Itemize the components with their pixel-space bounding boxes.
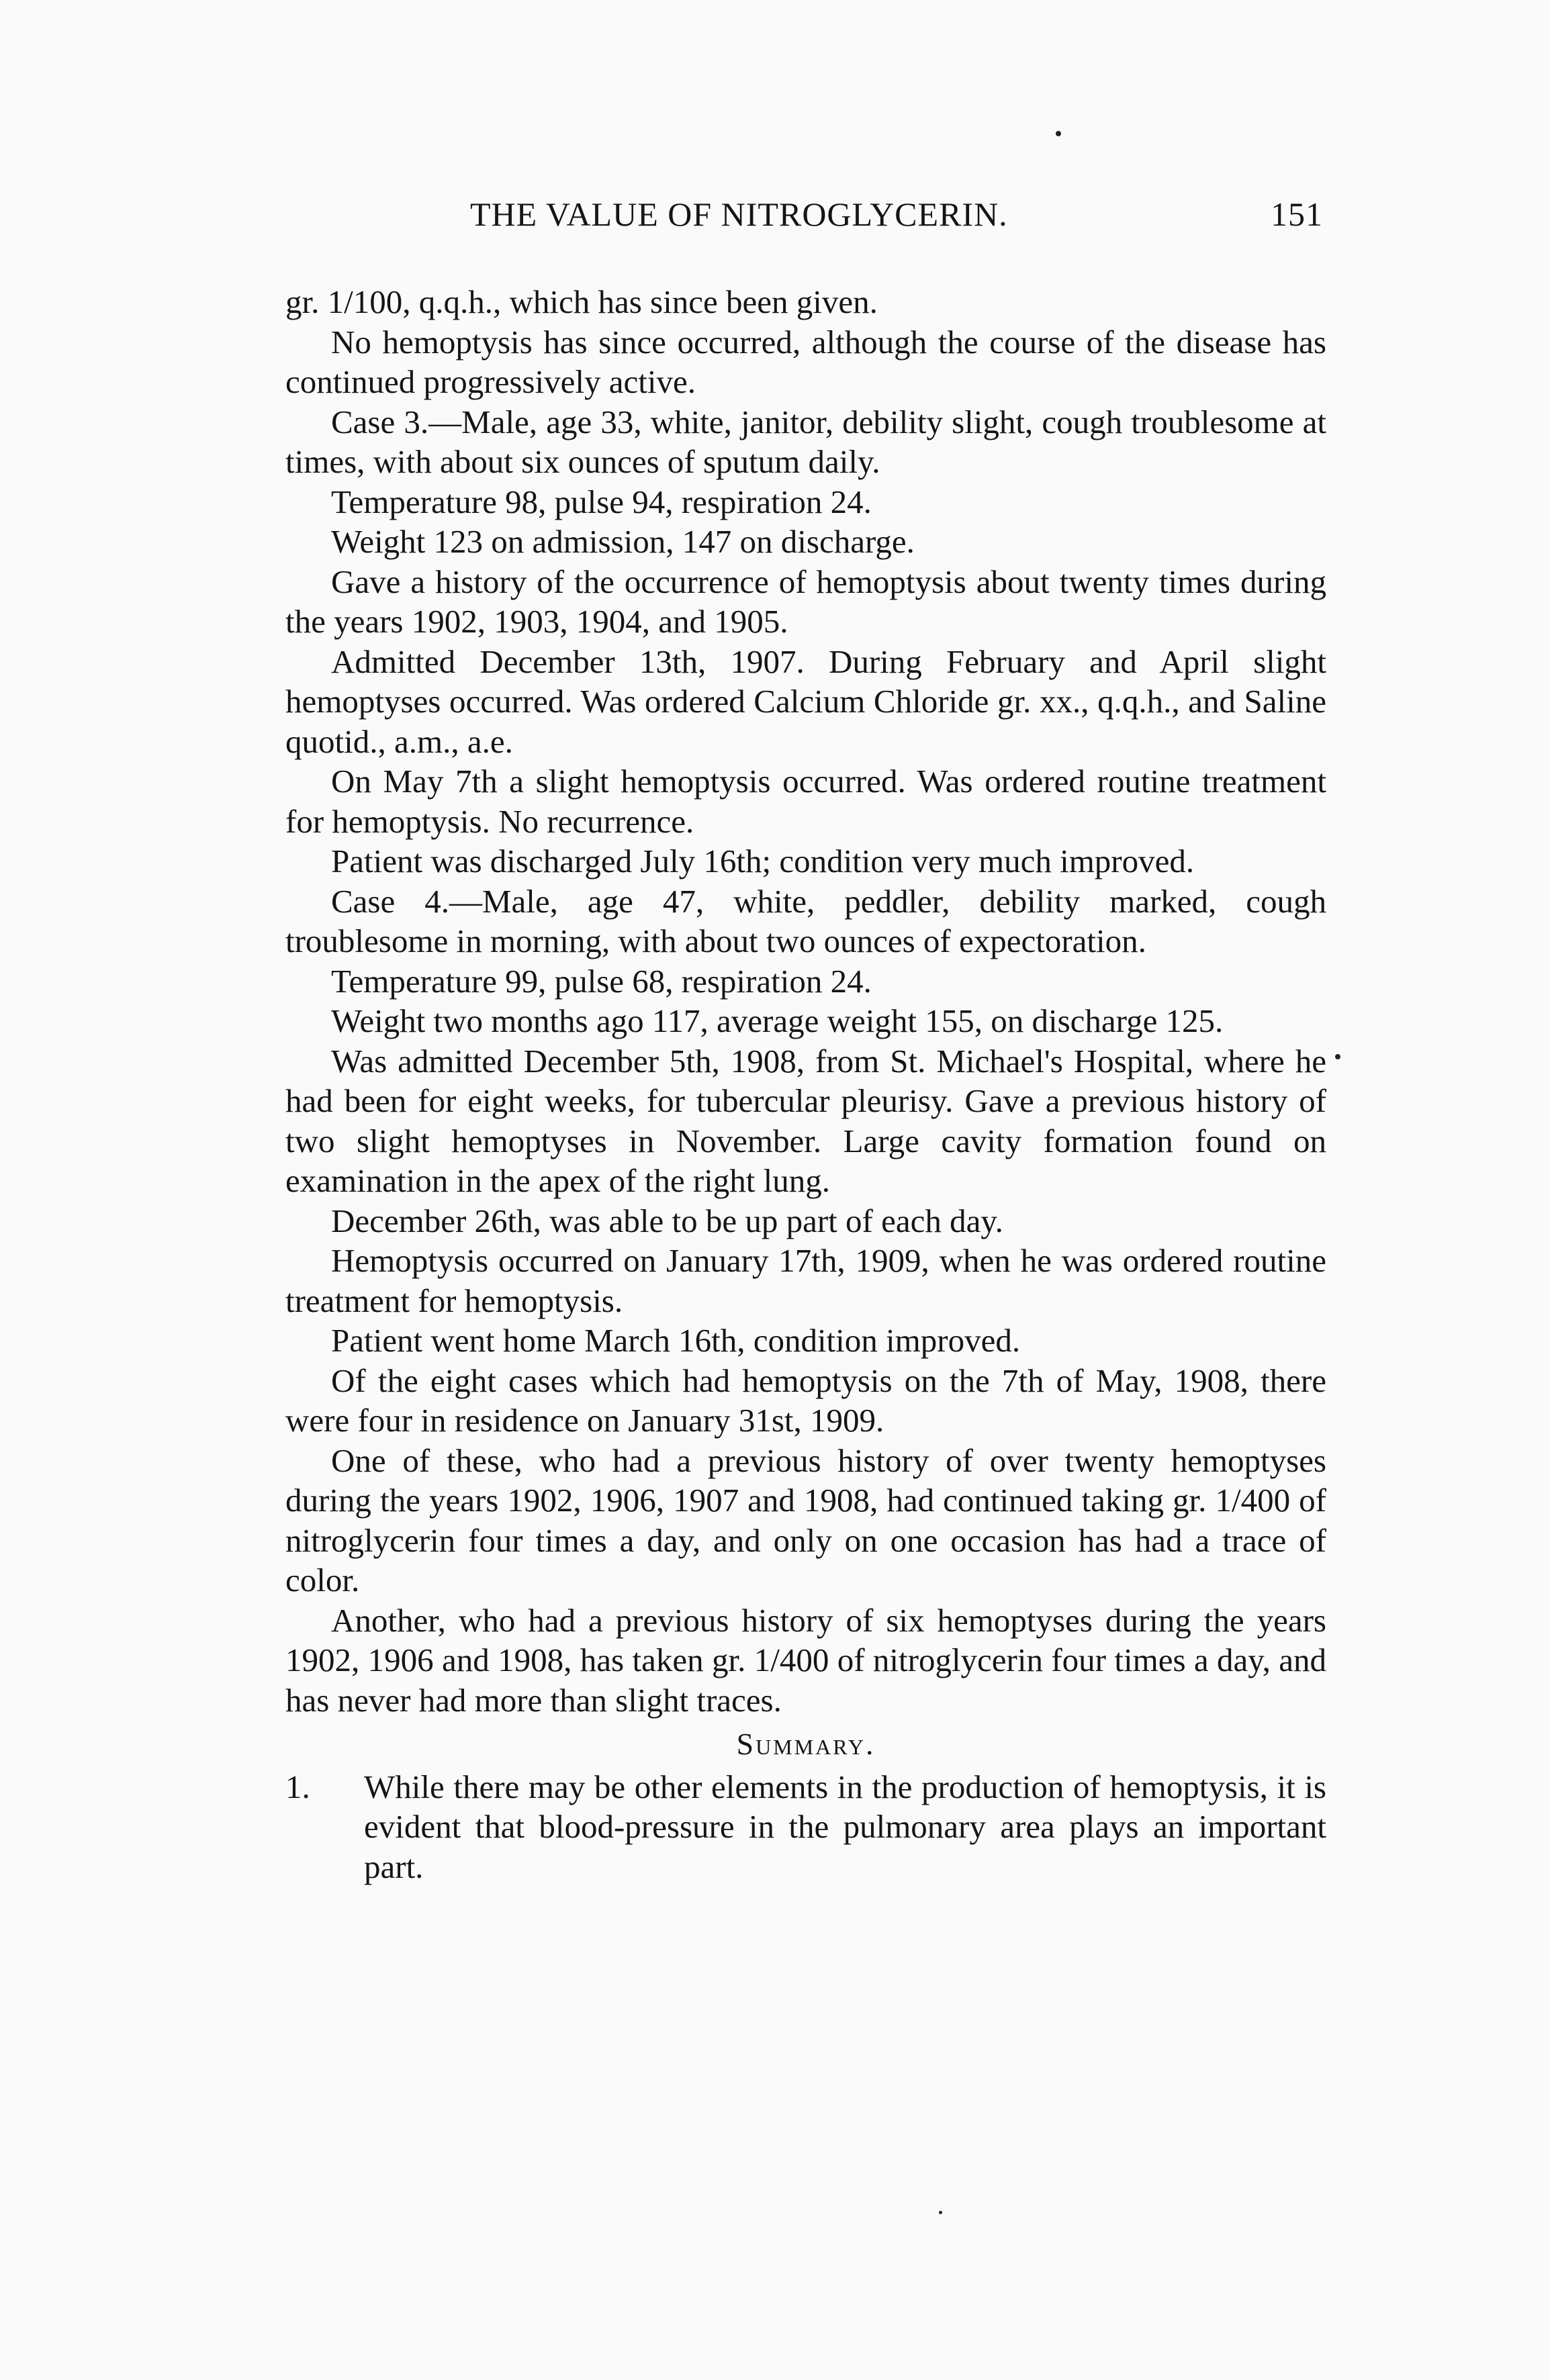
paragraph: Case 3.—Male, age 33, white, janitor, debility slight, cough troublesome at times, with about six ounces of sputum daily.	[285, 403, 1326, 480]
summary-item-text: While there may be other elements in the production of hemoptysis, it is evident that blood-pressure in the pulmonary area plays an important part.	[364, 1768, 1326, 1885]
print-speck	[939, 2211, 942, 2214]
paragraph: gr. 1/100, q.q.h., which has since been given.	[285, 283, 878, 320]
page-number: 151	[1271, 195, 1323, 233]
paragraph: Another, who had a previous history of six hemoptyses during the years 1902, 1906 and 1908, has taken gr. 1/400 of nitroglycerin four times a day, and has never had more than slight traces.	[285, 1601, 1326, 1719]
paragraph: One of these, who had a previous history of over twenty hemoptyses during the years 1902, 1906, 1907 and 1908, had continued taking gr. 1/400 of nitroglycerin four times a day, and only on one occasion has had a trace of color.	[285, 1441, 1326, 1599]
summary-item-number: 1.	[285, 1768, 310, 1805]
summary-heading: Summary.	[736, 1727, 876, 1761]
print-speck	[1335, 1054, 1340, 1059]
paragraph: Was admitted December 5th, 1908, from St. Michael's Hospital, where he had been for eight weeks, for tubercular pleurisy. Gave a previous history of two slight hemoptyses in November. Large cavity formation found on examination in the apex of the right lung.	[285, 1042, 1326, 1199]
paragraph: December 26th, was able to be up part of each day.	[331, 1202, 1003, 1239]
paragraph: Weight 123 on admission, 147 on discharge.	[331, 523, 915, 560]
paragraph: Temperature 99, pulse 68, respiration 24.	[331, 962, 872, 1000]
body-text	[285, 282, 1326, 1887]
paragraph: Hemoptysis occurred on January 17th, 1909, when he was ordered routine treatment for hemoptysis.	[285, 1242, 1326, 1319]
print-speck	[1056, 131, 1061, 136]
paragraph: On May 7th a slight hemoptysis occurred. Was ordered routine treatment for hemoptysis. No recurrence.	[285, 763, 1326, 840]
paragraph: Gave a history of the occurrence of hemoptysis about twenty times during the years 1902, 1903, 1904, and 1905.	[285, 563, 1326, 640]
paragraph: Of the eight cases which had hemoptysis on the 7th of May, 1908, there were four in residence on January 31st, 1909.	[285, 1362, 1326, 1439]
running-header	[470, 195, 1323, 255]
paragraph: No hemoptysis has since occurred, although the course of the disease has continued progressively active.	[285, 323, 1326, 400]
paragraph: Temperature 98, pulse 94, respiration 24.	[331, 483, 872, 520]
paragraph: Case 4.—Male, age 47, white, peddler, debility marked, cough troublesome in morning, with about two ounces of expectoration.	[285, 882, 1326, 959]
paragraph: Weight two months ago 117, average weight 155, on discharge 125.	[331, 1002, 1224, 1039]
summary-item	[285, 1767, 1326, 1887]
running-title: THE VALUE OF NITROGLYCERIN.	[470, 195, 1008, 233]
paragraph: Patient was discharged July 16th; condition very much improved.	[331, 843, 1195, 879]
paragraph: Patient went home March 16th, condition improved.	[331, 1322, 1021, 1359]
paragraph: Admitted December 13th, 1907. During February and April slight hemoptyses occurred. Was ordered Calcium Chloride gr. xx., q.q.h., and Saline quotid., a.m., a.e.	[285, 642, 1326, 760]
